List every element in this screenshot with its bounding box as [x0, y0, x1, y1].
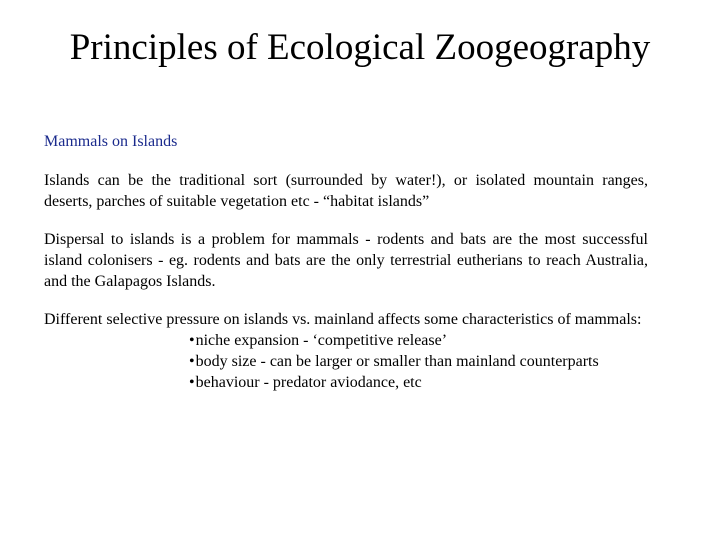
bullet-icon: •	[189, 353, 195, 370]
characteristics-list	[44, 330, 648, 393]
list-item	[189, 351, 648, 372]
list-item-text: behaviour - predator aviodance, etc	[195, 374, 422, 391]
slide-body	[44, 131, 648, 393]
list-item	[189, 372, 648, 393]
paragraph-selective-pressure: Different selective pressure on islands vs. mainland affects some characteristics of mammals:	[44, 311, 642, 328]
paragraph-dispersal: Dispersal to islands is a problem for mammals - rodents and bats are the most successful island colonisers - eg. rodents and bats are the only terrestrial eutherians to reach Australia, and the Galapagos Islands.	[44, 231, 648, 290]
bullet-icon: •	[189, 374, 195, 391]
paragraph-habitat-islands: Islands can be the traditional sort (surrounded by water!), or isolated mountain ranges, deserts, parches of suitable vegetation etc - “habitat islands”	[44, 172, 648, 210]
list-item-text: niche expansion - ‘competitive release’	[195, 332, 448, 349]
slide-title: Principles of Ecological Zoogeography	[69, 27, 651, 68]
list-item	[189, 330, 648, 351]
section-heading: Mammals on Islands	[44, 133, 178, 150]
bullet-icon: •	[189, 332, 195, 349]
list-item-text: body size - can be larger or smaller than mainland counterparts	[195, 353, 599, 370]
